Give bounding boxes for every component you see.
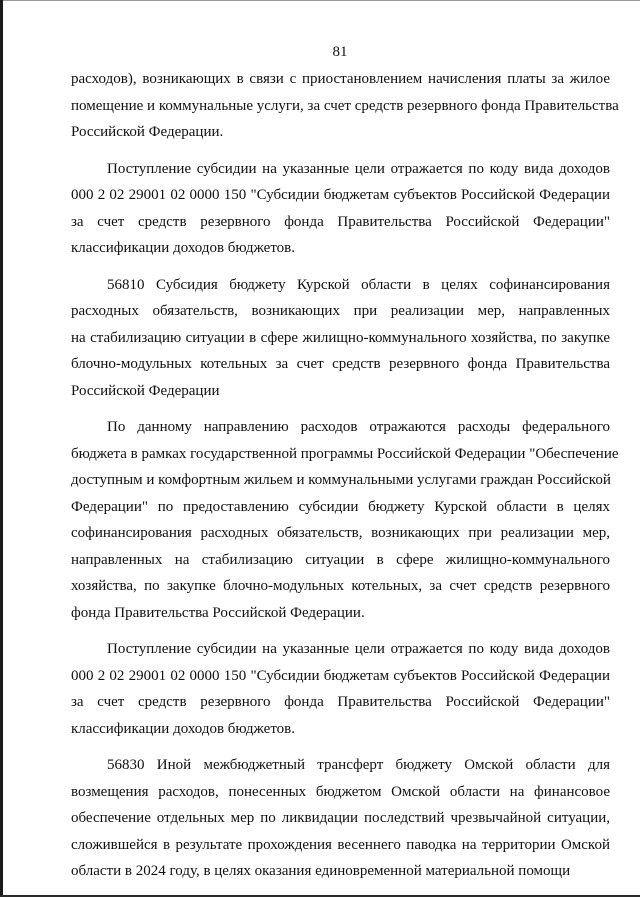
paragraph [71,636,610,742]
text-line: Российской Федерации. [71,124,224,140]
document-body [71,66,619,895]
text-line: расходных обязательств, возникающих при реализации мер, направленных [71,303,610,319]
page-number: 81 [332,44,348,60]
text-line: классификации доходов бюджетов. [71,240,296,256]
text-line: направленных на стабилизацию ситуации в сфере жилищно-коммунального [71,551,610,568]
text-line: блочно-модульных котельных за счет средств резервного фонда Правительства [71,356,610,372]
paragraph [71,414,619,626]
paragraph [71,66,619,146]
text-line: расходов), возникающих в связи с приостановлением начисления платы за жилое [71,71,610,87]
text-line: Поступление субсидии на указанные цели отражается по коду вида доходов [107,160,610,177]
text-line: за счет средств резервного фонда Правительства Российской Федерации" [71,213,610,230]
text-line: бюджета в рамках государственной программы Российской Федерации "Обеспечение [71,445,619,462]
text-line: доступным и комфортным жильем и коммунальными услугами граждан Российской [71,472,611,488]
text-line: По данному направлению расходов отражаются расходы федерального [107,419,610,435]
text-line: области в 2024 году, в целях оказания единовременной материальной помощи [71,863,571,879]
text-line: помещение и коммунальные услуги, за счет средств резервного фонда Правительства [71,97,619,114]
text-line: обеспечение отдельных мер по ликвидации последствий чрезвычайной ситуации, [71,810,610,826]
paragraph [71,156,610,262]
scan-edge-top [0,0,640,1]
paragraph [71,272,610,405]
text-line: на стабилизацию ситуации в сфере жилищно-коммунального хозяйства, по закупке [71,329,610,346]
text-line: сложившейся в результате прохождения весеннего паводка на территории Омской [71,836,610,853]
text-line: 000 2 02 29001 02 0000 150 "Субсидии бюджетам субъектов Российской Федерации [71,187,610,203]
text-line: Поступление субсидии на указанные цели отражается по коду вида доходов [107,641,610,657]
text-line: 000 2 02 29001 02 0000 150 "Субсидии бюджетам субъектов Российской Федерации [71,667,610,684]
scan-edge-left [0,0,3,897]
text-line: хозяйства, по закупке блочно-модульных котельных, за счет средств резервного [71,578,610,594]
text-line: фонда Правительства Российской Федерации. [71,604,365,621]
text-line: классификации доходов бюджетов. [71,720,296,737]
text-line: возмещения расходов, понесенных бюджетом Омской области на финансовое [71,783,610,800]
text-line: софинансирования расходных обязательств, возникающих при реализации мер, [71,525,610,541]
text-line: Российской Федерации [71,382,220,399]
text-line: 56830 Иной межбюджетный трансферт бюджету Омской области для [107,757,610,773]
paragraph [71,752,610,885]
text-line: 56810 Субсидия бюджету Курской области в целях софинансирования [107,276,610,293]
text-line: за счет средств резервного фонда Правительства Российской Федерации" [71,694,610,710]
text-line: Федерации" по предоставлению субсидии бюджету Курской области в целях [71,498,610,515]
